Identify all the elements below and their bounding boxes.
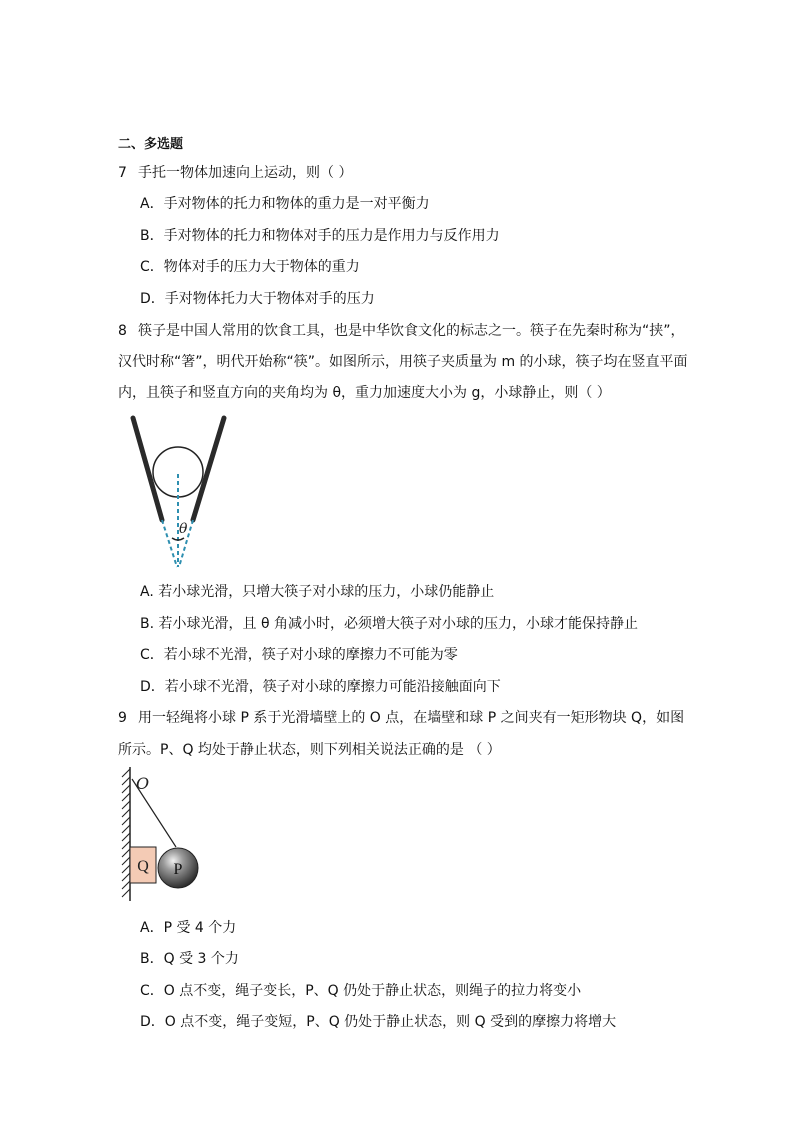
q8-option-c: C．若小球不光滑，筷子对小球的摩擦力不可能为零 (140, 647, 458, 663)
question-9-line-2: 所示。P、Q 均处于静止状态，则下列相关说法正确的是 （ ） (118, 742, 501, 758)
point-o-label: O (136, 774, 150, 793)
q9-option-c: C．O 点不变，绳子变长，P、Q 仍处于静止状态，则绳子的拉力将变小 (140, 983, 582, 999)
q9-option-d: D．O 点不变，绳子变短，P、Q 仍处于静止状态，则 Q 受到的摩擦力将增大 (140, 1014, 617, 1030)
q9-option-a: A．P 受 4 个力 (140, 920, 237, 936)
wall-ball-figure (118, 765, 208, 905)
q7-option-c: C．物体对手的压力大于物体的重力 (140, 259, 360, 275)
wall-hatching (122, 769, 130, 897)
left-extension-dashed (162, 520, 177, 567)
question-8-number: 8 (118, 323, 127, 339)
q8-option-a: A. 若小球光滑，只增大筷子对小球的压力，小球仍能静止 (140, 584, 495, 600)
q7-option-d: D．手对物体托力大于物体对手的压力 (140, 291, 375, 307)
chopsticks-figure (120, 410, 240, 575)
q8-option-d: D．若小球不光滑，筷子对小球的摩擦力可能沿接触面向下 (140, 679, 501, 695)
question-9-text-1: 用一轻绳将小球 P 系于光滑墙壁上的 O 点，在墙壁和球 P 之间夹有一矩形物块 Q，如图 (138, 710, 685, 726)
question-7-stem (118, 163, 352, 183)
q9-option-b: B．Q 受 3 个力 (140, 951, 239, 967)
question-9-line-1 (118, 708, 684, 728)
question-7-number: 7 (118, 165, 127, 181)
question-7-text: 手托一物体加速向上运动，则（ ） (138, 165, 353, 181)
q8-option-b: B. 若小球光滑，且 θ 角减小时，必须增大筷子对小球的压力，小球才能保持静止 (140, 616, 638, 632)
section-title: 二、多选题 (118, 137, 184, 152)
question-9-number: 9 (118, 710, 127, 726)
block-q-label: Q (137, 858, 149, 875)
question-8-line-1 (118, 321, 685, 341)
q7-option-a: A．手对物体的托力和物体的重力是一对平衡力 (140, 196, 430, 212)
ball-p-label: P (173, 861, 183, 878)
question-8-text-1: 筷子是中国人常用的饮食工具，也是中华饮食文化的标志之一。筷子在先秦时称为“挟”， (138, 323, 685, 339)
q7-option-b: B．手对物体的托力和物体对手的压力是作用力与反作用力 (140, 228, 500, 244)
question-8-line-3: 内，且筷子和竖直方向的夹角均为 θ，重力加速度大小为 g，小球静止，则（ ） (118, 385, 611, 401)
theta-label: θ (179, 521, 188, 537)
question-8-line-2: 汉代时称“箸”，明代开始称“筷”。如图所示，用筷子夹质量为 m 的小球，筷子均在竖直平面 (118, 354, 688, 370)
